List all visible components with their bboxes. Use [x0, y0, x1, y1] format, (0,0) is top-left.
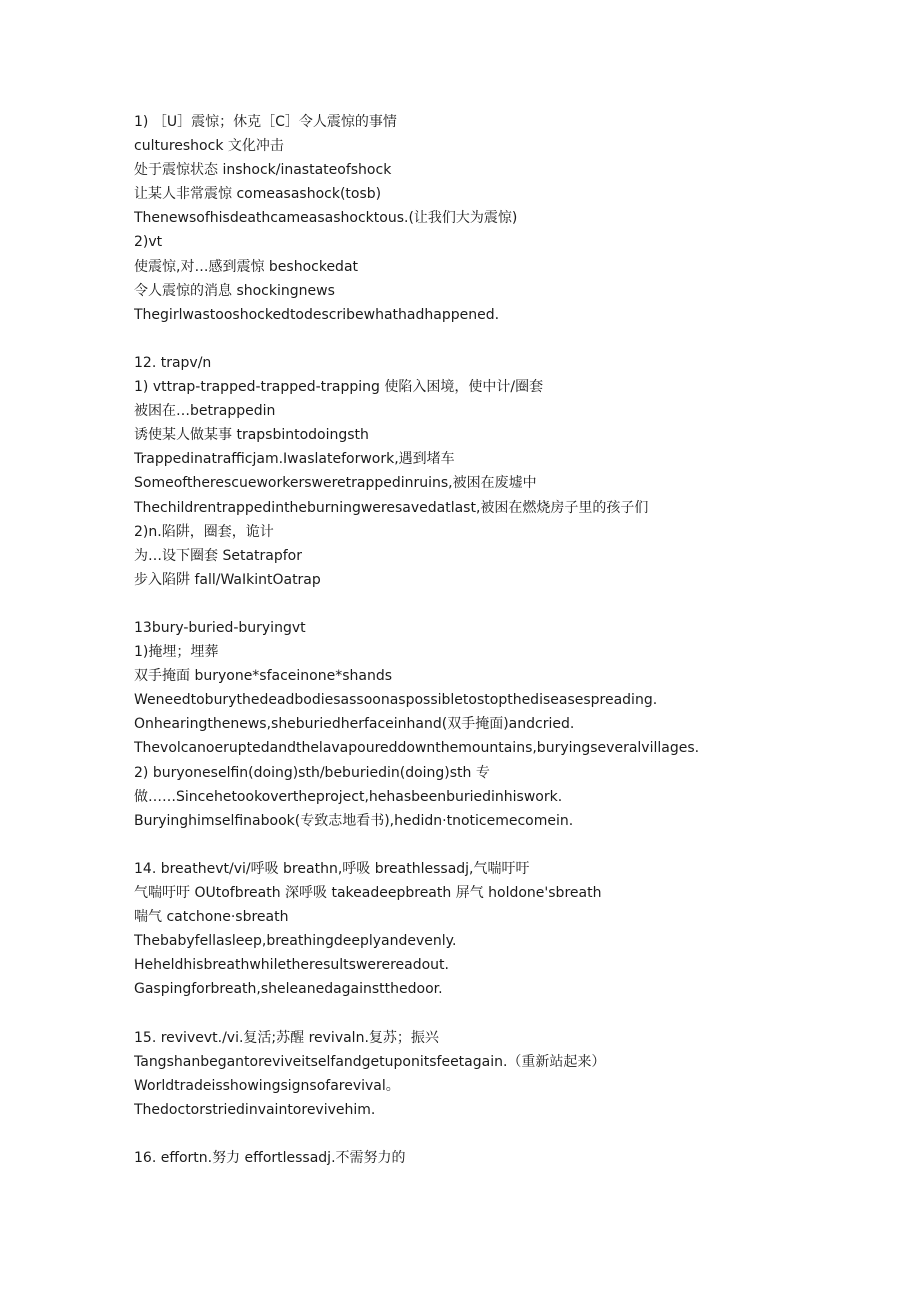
text-line: Thegirlwastooshockedtodescribewhathadhappened. [134, 306, 500, 323]
text-line: 15. revivevt./vi.复活;苏醒 revivaln.复苏；振兴 [134, 1029, 439, 1046]
text-line: 双手掩面 buryone*sfaceinone*shands [134, 668, 393, 685]
text-line: 步入陷阱 fall/WaIkintOatrap [134, 571, 321, 588]
text-line: 让某人非常震惊 comeasashock(tosb) [134, 186, 382, 203]
text-line: 为…设下圈套 Setatrapfor [134, 547, 302, 564]
text-line: 14. breathevt/vi/呼吸 breathn,呼吸 breathlessadj,气喘吁吁 [134, 860, 530, 877]
text-line: 13bury-buried-buryingvt [134, 619, 306, 636]
text-line: Gaspingforbreath,sheleanedagainstthedoor. [134, 981, 443, 998]
text-line: Onhearingthenews,sheburiedherfaceinhand(双手掩面)andcried. [134, 716, 575, 733]
text-line: 16. effortn.努力 effortlessadj.不需努力的 [134, 1150, 406, 1167]
text-line: Heheldhisbreathwhiletheresultswerereadout. [134, 957, 449, 974]
text-line: 令人震惊的消息 shockingnews [134, 282, 335, 299]
text-line: 1) ［U］震惊；休克［C］令人震惊的事情 [134, 114, 397, 130]
text-line: 被困在…betrappedin [134, 403, 276, 420]
text-line: 2) buryoneselfin(doing)sth/beburiedin(doing)sth 专 [134, 764, 490, 781]
text-line: Buryinghimselfinabook(专致志地看书),hedidn·tnoticemecomein. [134, 812, 574, 829]
blank-line [134, 327, 874, 351]
text-line: 2)n.陷阱，圈套，诡计 [134, 523, 274, 540]
blank-line [134, 592, 874, 616]
text-line: 诱使某人做某事 trapsbintodoingsth [134, 427, 369, 444]
blank-line [134, 1122, 874, 1146]
text-line: cultureshock 文化冲击 [134, 138, 284, 155]
text-line: Thenewsofhisdeathcameasashocktous.(让我们大为震惊) [134, 210, 518, 227]
text-line: Tangshanbegantoreviveitselfandgetuponitsfeetagain.（重新站起来） [134, 1053, 606, 1070]
text-line: 喘气 catchone·sbreath [134, 909, 289, 926]
text-line: Trappedinatrafficjam.Iwaslateforwork,遇到堵车 [134, 451, 455, 468]
text-line: 1) vttrap-trapped-trapped-trapping 使陷入困境，使中计/圈套 [134, 379, 544, 396]
text-line: Thebabyfellasleep,breathingdeeplyandevenly. [134, 933, 457, 950]
text-line: Thedoctorstriedinvaintorevivehim. [134, 1101, 376, 1118]
text-line: 12. trapv/n [134, 354, 212, 371]
text-line: 处于震惊状态 inshock/inastateofshock [134, 162, 392, 179]
text-line: Thechildrentrappedintheburningweresavedatlast,被困在燃烧房子里的孩子们 [134, 499, 649, 516]
text-line: Worldtradeisshowingsignsofarevival。 [134, 1077, 400, 1094]
text-line: 2)vt [134, 234, 163, 251]
text-line: 气喘吁吁 OUtofbreath 深呼吸 takeadeepbreath 屏气 holdone'sbreath [134, 885, 602, 901]
document-body [134, 110, 874, 1170]
text-line: Someoftherescueworkersweretrappedinruins,被困在废墟中 [134, 475, 537, 492]
text-line: 1)掩埋；埋葬 [134, 644, 219, 661]
text-line: 做……Sincehetookovertheproject,hehasbeenburiedinhiswork. [134, 788, 563, 805]
blank-line [134, 1001, 874, 1025]
text-line: Weneedtoburythedeadbodiesassoonaspossibletostopthediseasespreading. [134, 692, 658, 709]
blank-line [134, 833, 874, 857]
text-line: Thevolcanoeruptedandthelavapoureddownthemountains,buryingseveralvillages. [134, 740, 700, 757]
text-line: 使震惊,对…感到震惊 beshockedat [134, 258, 359, 275]
